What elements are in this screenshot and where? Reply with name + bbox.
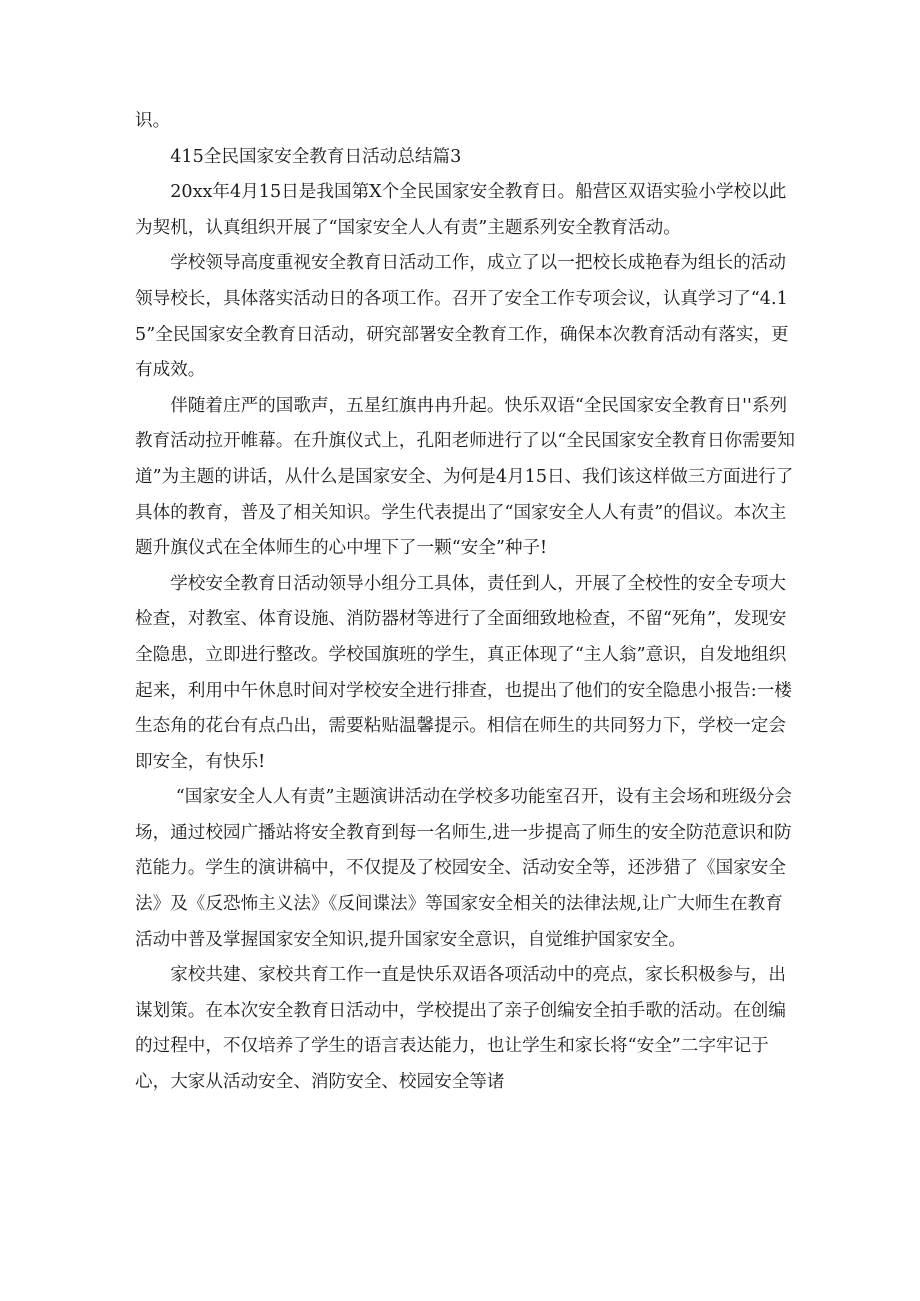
- section-heading: 415全民国家安全教育日活动总结篇3: [170, 146, 462, 167]
- paragraph-5: 学校安全教育日活动领导小组分工具体，责任到人，开展了全校性的安全专项大检查，对教室、体育设施、消防器材等进行了全面细致地检查，不留“死角”，发现安全隐患，立即进行整改。学校国旗班的学生，真正体现了“主人翁”意识，自发地组织起来，利用中午休息时间对学校安全进行排查，也提出了他们的安全隐患小报告:一楼生态角的花台有点凸出，需要粘贴温馨提示。相信在师生的共同努力下，学校一定会即安全，有快乐!: [135, 573, 792, 772]
- paragraph-7: 家校共建、家校共育工作一直是快乐双语各项活动中的亮点，家长积极参与，出谋划策。在本次安全教育日活动中，学校提出了亲子创编安全拍手歌的活动。在创编的过程中，不仅培养了学生的语言表达能力，也让学生和家长将“安全”二字牢记于心，大家从活动安全、消防安全、校园安全等诸: [135, 965, 786, 1093]
- paragraph-6: “国家安全人人有责”主题演讲活动在学校多功能室召开，设有主会场和班级分会场，通过校园广播站将安全教育到每一名师生,进一步提高了师生的安全防范意识和防范能力。学生的演讲稿中，不仅提及了校园安全、活动安全等，还涉猎了《国家安全法》及《反恐怖主义法》《反间谍法》等国家安全相关的法律法规,让广大师生在教育活动中普及掌握国家安全知识,提升国家安全意识，自觉维护国家安全。: [135, 787, 792, 950]
- paragraph-2: 20xx年4月15日是我国第X个全民国家安全教育日。船营区双语实验小学校以此为契机，认真组织开展了“国家安全人人有责”主题系列安全教育活动。: [135, 182, 787, 238]
- document-body: [135, 104, 795, 1101]
- paragraph-3: 学校领导高度重视安全教育日活动工作，成立了以一把校长成艳春为组长的活动领导校长，具体落实活动日的各项工作。召开了安全工作专项会议，认真学习了“4.15”全民国家安全教育日活动，研究部署安全教育工作，确保本次教育活动有落实，更有成效。: [135, 253, 789, 381]
- paragraph-4: 伴随着庄严的国歌声，五星红旗冉冉升起。快乐双语“全民国家安全教育日''系列教育活动拉开帷幕。在升旗仪式上，孔阳老师进行了以“全民国家安全教育日你需要知道”为主题的讲话，从什么是国家安全、为何是4月15日、我们该这样做三方面进行了具体的教育，普及了相关知识。学生代表提出了“国家安全人人有责”的倡议。本次主题升旗仪式在全体师生的心中埋下了一颗“安全”种子!: [135, 395, 795, 559]
- paragraph-1: 识。: [135, 111, 171, 131]
